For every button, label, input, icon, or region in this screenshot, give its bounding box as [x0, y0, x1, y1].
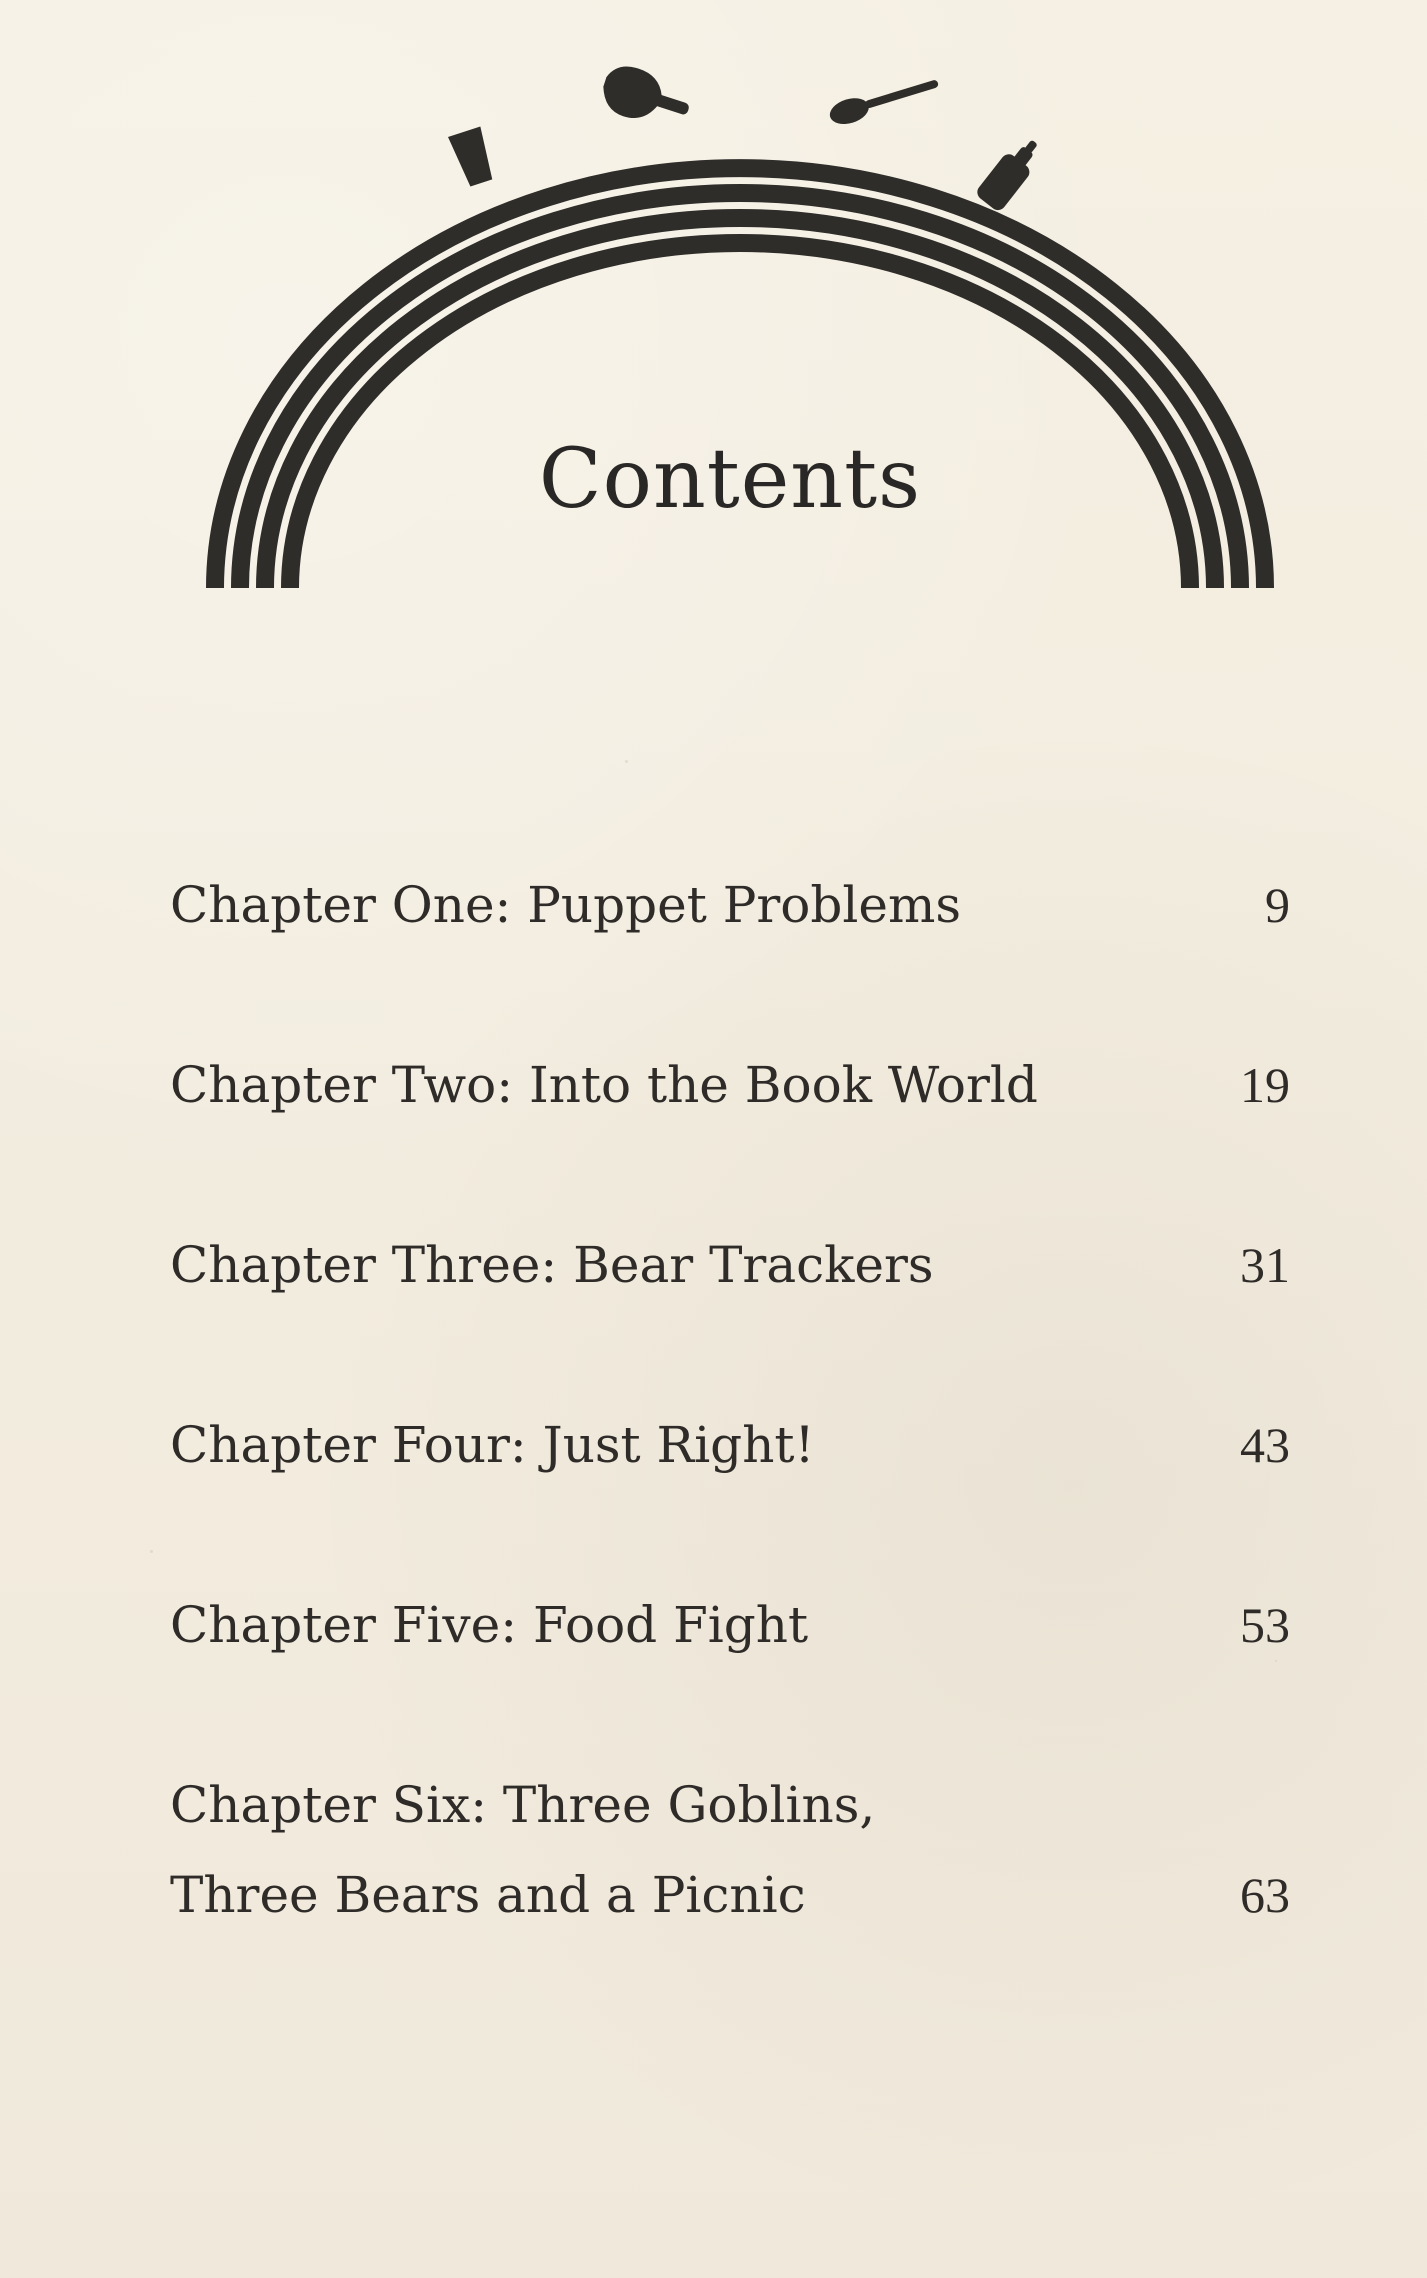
chapter-title: Chapter Three: Bear Trackers — [170, 1236, 934, 1294]
paper-speck — [150, 1550, 153, 1553]
chapter-title: Chapter Two: Into the Book World — [170, 1056, 1038, 1114]
paper-speck — [625, 760, 628, 763]
cup-icon — [448, 126, 497, 188]
chapter-title-line-1: Chapter Six: Three Goblins, — [170, 1776, 876, 1834]
chapter-title-line-2: Three Bears and a Picnic — [170, 1866, 806, 1924]
page-title: Contents — [538, 432, 922, 527]
chapter-page-number: 63 — [1240, 1867, 1290, 1923]
table-of-contents — [170, 870, 1290, 1950]
chapter-title: Chapter Four: Just Right! — [170, 1416, 815, 1474]
chapter-page-number: 31 — [1240, 1237, 1290, 1293]
chapter-page-number: 43 — [1240, 1417, 1290, 1473]
bottle-icon — [974, 132, 1047, 213]
chapter-page-number: 19 — [1240, 1057, 1290, 1113]
chapter-title: Chapter One: Puppet Problems — [170, 876, 962, 934]
paper-speck — [1275, 1660, 1277, 1662]
chapter-title: Chapter Five: Food Fight — [170, 1596, 809, 1654]
chapter-page-number: 9 — [1265, 877, 1290, 933]
spoon-icon — [827, 72, 942, 128]
chapter-page-number: 53 — [1240, 1597, 1290, 1653]
bowl-icon — [597, 60, 696, 135]
